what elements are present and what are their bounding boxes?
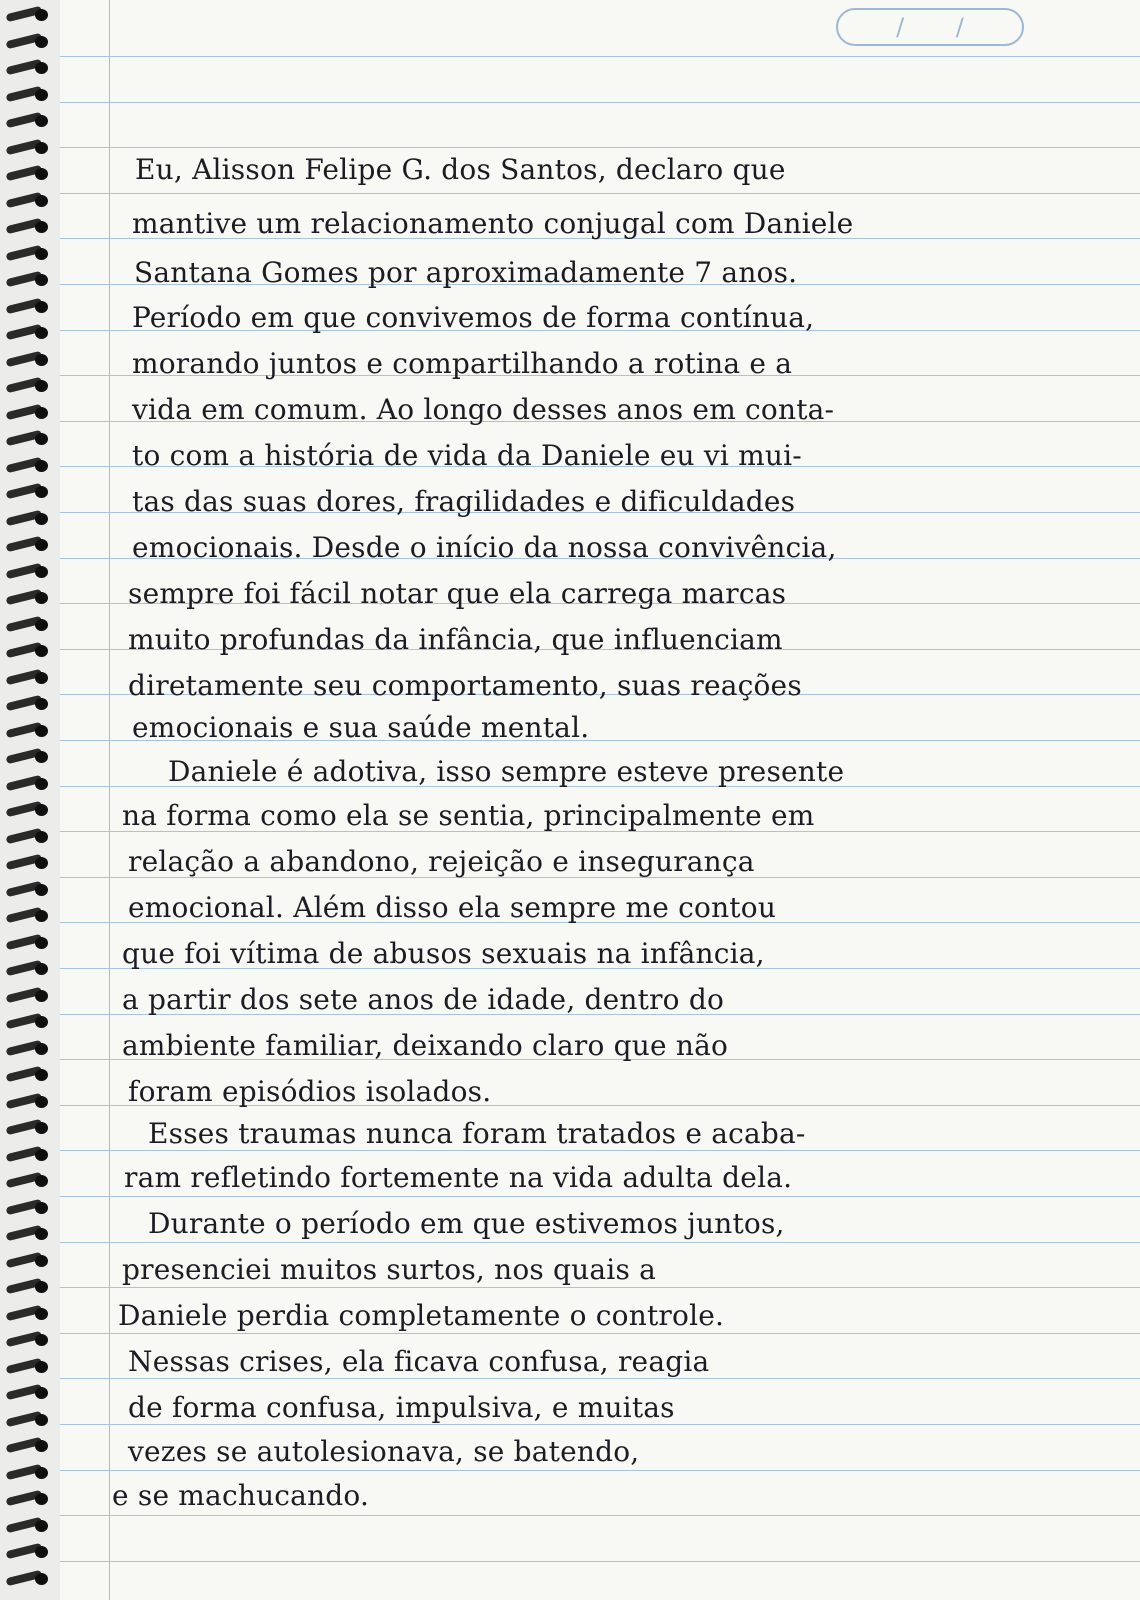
spiral-ring bbox=[6, 591, 50, 606]
ruled-line bbox=[60, 1242, 1140, 1243]
spiral-ring bbox=[6, 777, 50, 792]
spiral-ring bbox=[6, 1545, 50, 1560]
spiral-ring bbox=[6, 1333, 50, 1348]
spiral-ring bbox=[6, 273, 50, 288]
letter-line: e se machucando. bbox=[112, 1479, 370, 1512]
spiral-ring bbox=[6, 1095, 50, 1110]
spiral-ring bbox=[6, 1519, 50, 1534]
letter-line: vida em comum. Ao longo desses anos em conta- bbox=[132, 393, 835, 426]
spiral-ring bbox=[6, 1280, 50, 1295]
spiral-ring bbox=[6, 512, 50, 527]
spiral-ring bbox=[6, 406, 50, 421]
spiral-ring bbox=[6, 8, 50, 23]
letter-line: Eu, Alisson Felipe G. dos Santos, declaro que bbox=[135, 153, 786, 186]
letter-line: Esses traumas nunca foram tratados e acaba- bbox=[148, 1117, 806, 1150]
spiral-ring bbox=[6, 1413, 50, 1428]
spiral-ring bbox=[6, 379, 50, 394]
spiral-ring bbox=[6, 538, 50, 553]
spiral-ring bbox=[6, 35, 50, 50]
spiral-ring bbox=[6, 1254, 50, 1269]
letter-line: Santana Gomes por aproximadamente 7 anos. bbox=[134, 256, 798, 289]
letter-line: Durante o período em que estivemos juntos, bbox=[148, 1207, 785, 1240]
ruled-line bbox=[60, 1515, 1140, 1516]
spiral-ring bbox=[6, 247, 50, 262]
spiral-ring bbox=[6, 1015, 50, 1030]
spiral-ring bbox=[6, 485, 50, 500]
spiral-ring bbox=[6, 61, 50, 76]
spiral-ring bbox=[6, 220, 50, 235]
spiral-ring bbox=[6, 1466, 50, 1481]
letter-line: foram episódios isolados. bbox=[128, 1075, 492, 1108]
ruled-line bbox=[60, 56, 1140, 57]
spiral-ring bbox=[6, 962, 50, 977]
letter-line: Daniele é adotiva, isso sempre esteve presente bbox=[168, 755, 845, 788]
spiral-ring bbox=[6, 1121, 50, 1136]
letter-line: emocionais e sua saúde mental. bbox=[132, 711, 590, 744]
ruled-line bbox=[60, 1470, 1140, 1471]
letter-line: tas das suas dores, fragilidades e dificuldades bbox=[132, 485, 796, 518]
letter-line: sempre foi fácil notar que ela carrega marcas bbox=[128, 577, 787, 610]
letter-line: a partir dos sete anos de idade, dentro do bbox=[122, 983, 725, 1016]
spiral-ring bbox=[6, 936, 50, 951]
ruled-line bbox=[60, 1561, 1140, 1562]
spiral-ring bbox=[6, 1042, 50, 1057]
spiral-ring bbox=[6, 909, 50, 924]
spiral-ring bbox=[6, 618, 50, 633]
spiral-ring bbox=[6, 167, 50, 182]
letter-line: muito profundas da infância, que influenciam bbox=[128, 623, 783, 656]
spiral-ring bbox=[6, 432, 50, 447]
letter-line: Nessas crises, ela ficava confusa, reagia bbox=[128, 1345, 710, 1378]
spiral-ring bbox=[6, 1307, 50, 1322]
letter-line: relação a abandono, rejeição e insegurança bbox=[128, 845, 755, 878]
letter-line: emocionais. Desde o início da nossa convivência, bbox=[132, 531, 837, 564]
letter-line: diretamente seu comportamento, suas reações bbox=[128, 669, 802, 702]
letter-line: ambiente familiar, deixando claro que não bbox=[122, 1029, 729, 1062]
spiral-ring bbox=[6, 88, 50, 103]
ruled-line bbox=[60, 193, 1140, 194]
spiral-ring bbox=[6, 830, 50, 845]
spiral-ring bbox=[6, 1492, 50, 1507]
letter-line: to com a história de vida da Daniele eu vi mui- bbox=[132, 439, 802, 472]
spiral-ring bbox=[6, 114, 50, 129]
spiral-ring bbox=[6, 194, 50, 209]
spiral-ring bbox=[6, 141, 50, 156]
letter-line: presenciei muitos surtos, nos quais a bbox=[122, 1253, 657, 1286]
spiral-ring bbox=[6, 353, 50, 368]
spiral-binding bbox=[0, 0, 60, 1600]
letter-line: na forma como ela se sentia, principalmente em bbox=[122, 799, 815, 832]
spiral-ring bbox=[6, 697, 50, 712]
spiral-ring bbox=[6, 671, 50, 686]
ruled-line bbox=[60, 147, 1140, 148]
letter-line: Daniele perdia completamente o controle. bbox=[118, 1299, 725, 1332]
spiral-ring bbox=[6, 750, 50, 765]
date-box: / / bbox=[836, 8, 1024, 46]
letter-line: mantive um relacionamento conjugal com Daniele bbox=[132, 207, 854, 240]
spiral-ring bbox=[6, 459, 50, 474]
spiral-ring bbox=[6, 300, 50, 315]
spiral-ring bbox=[6, 644, 50, 659]
spiral-ring bbox=[6, 1201, 50, 1216]
ruled-line bbox=[60, 102, 1140, 103]
spiral-ring bbox=[6, 856, 50, 871]
letter-line: ram refletindo fortemente na vida adulta dela. bbox=[124, 1161, 793, 1194]
spiral-ring bbox=[6, 724, 50, 739]
margin-line bbox=[109, 0, 110, 1600]
spiral-ring bbox=[6, 803, 50, 818]
spiral-ring bbox=[6, 1227, 50, 1242]
letter-line: vezes se autolesionava, se batendo, bbox=[128, 1435, 640, 1468]
spiral-ring bbox=[6, 1439, 50, 1454]
letter-line: de forma confusa, impulsiva, e muitas bbox=[128, 1391, 675, 1424]
letter-line: que foi vítima de abusos sexuais na infância, bbox=[122, 937, 765, 970]
spiral-ring bbox=[6, 326, 50, 341]
spiral-ring bbox=[6, 1174, 50, 1189]
spiral-ring bbox=[6, 1386, 50, 1401]
spiral-ring bbox=[6, 1068, 50, 1083]
ruled-line bbox=[60, 1196, 1140, 1197]
spiral-ring bbox=[6, 1360, 50, 1375]
spiral-ring bbox=[6, 883, 50, 898]
letter-line: Período em que convivemos de forma contínua, bbox=[132, 301, 815, 334]
letter-line: emocional. Além disso ela sempre me contou bbox=[128, 891, 777, 924]
letter-line: morando juntos e compartilhando a rotina e a bbox=[132, 347, 793, 380]
spiral-ring bbox=[6, 1148, 50, 1163]
spiral-ring bbox=[6, 1572, 50, 1587]
spiral-ring bbox=[6, 989, 50, 1004]
spiral-ring bbox=[6, 565, 50, 580]
